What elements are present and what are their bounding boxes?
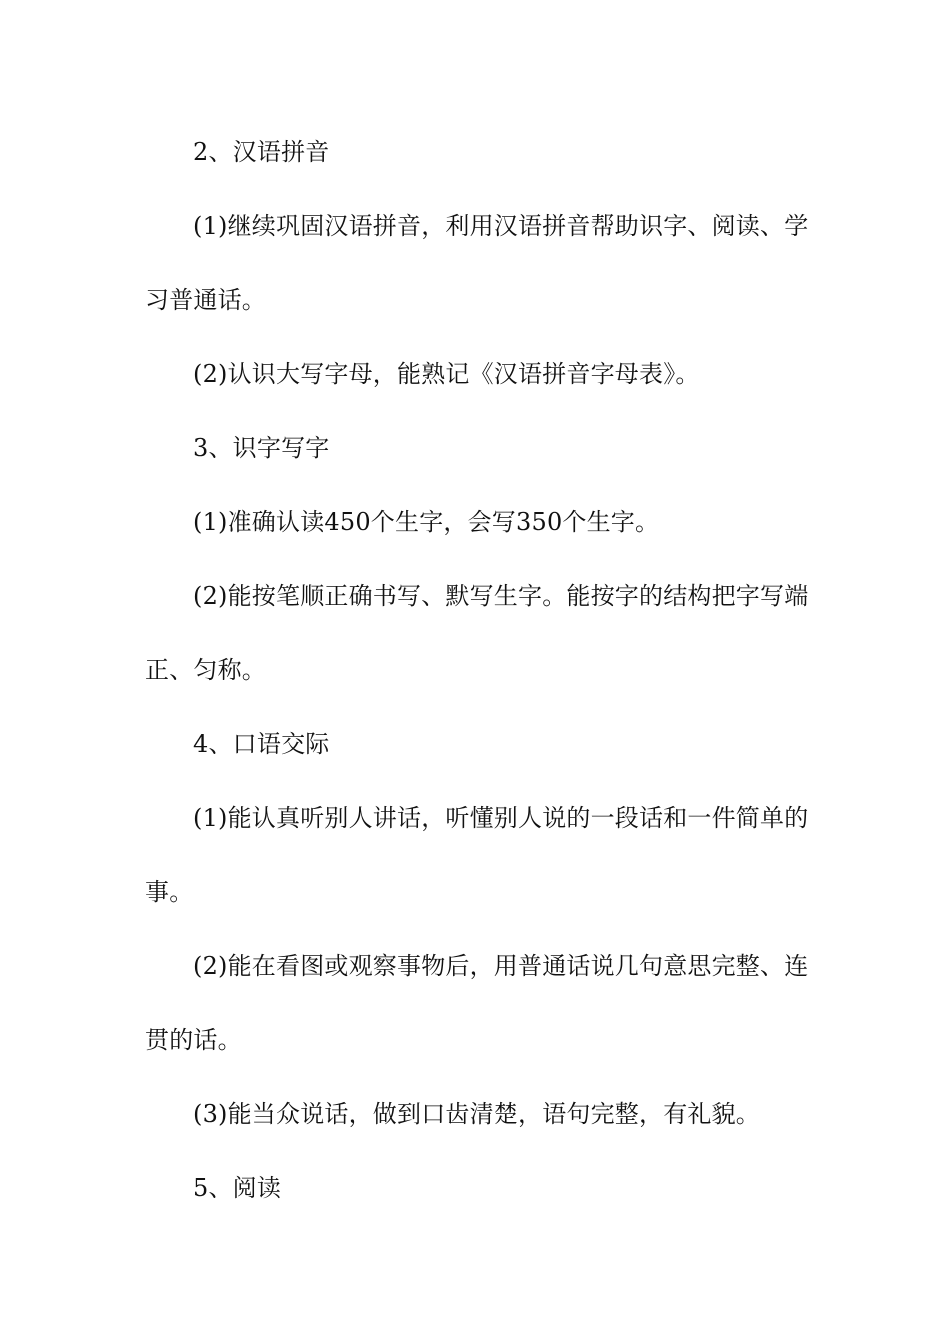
- paragraph-line: (1)继续巩固汉语拼音，利用汉语拼音帮助识字、阅读、学: [193, 212, 809, 240]
- section-heading-reading: 5、阅读: [193, 1174, 282, 1202]
- section-heading-literacy: 3、识字写字: [193, 434, 330, 462]
- paragraph-line: 习普通话。: [145, 286, 266, 314]
- paragraph-line: (3)能当众说话，做到口齿清楚，语句完整，有礼貌。: [193, 1100, 760, 1128]
- section-heading-oral-communication: 4、口语交际: [193, 730, 330, 758]
- section-heading-pinyin: 2、汉语拼音: [193, 138, 330, 166]
- document-body: [145, 128, 810, 1238]
- paragraph-line: (1)能认真听别人讲话，听懂别人说的一段话和一件简单的: [193, 804, 809, 832]
- paragraph-line: (1)准确认读450个生字，会写350个生字。: [193, 508, 660, 536]
- paragraph-line: 贯的话。: [145, 1026, 242, 1054]
- paragraph-line: (2)能在看图或观察事物后，用普通话说几句意思完整、连: [193, 952, 809, 980]
- paragraph-line: 正、匀称。: [145, 656, 266, 684]
- paragraph-line: (2)能按笔顺正确书写、默写生字。能按字的结构把字写端: [193, 582, 809, 610]
- paragraph-line: (2)认识大写字母，能熟记《汉语拼音字母表》。: [193, 360, 700, 388]
- paragraph-line: 事。: [145, 878, 194, 906]
